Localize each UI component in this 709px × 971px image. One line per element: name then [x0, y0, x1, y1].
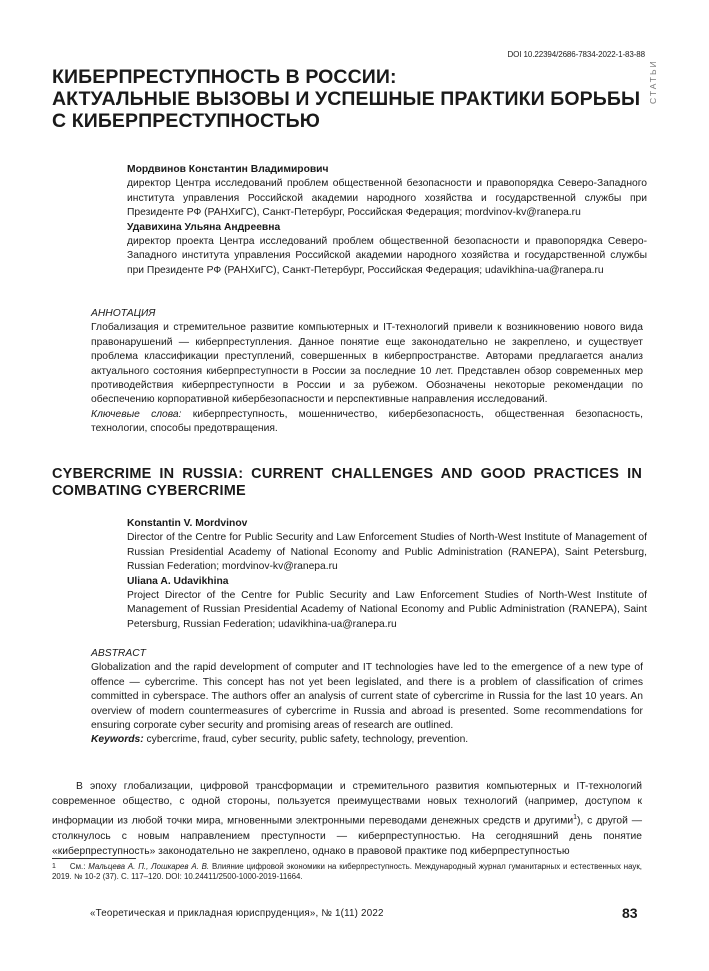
section-label: СТАТЬИ: [648, 59, 658, 104]
keywords-text: cybercrime, fraud, cyber security, public safety, technology, prevention.: [143, 734, 469, 746]
authors-en: [127, 517, 647, 632]
abstract-text: Глобализация и стремительное развитие компьютерных и IT-технологий привели к возникновению нового вида правонарушений — киберпреступления. Данное понятие еще законодательно не закреплено, и существует проблема классификации преступлений, совершенных в киберпространстве. Авторами предлагается анализ актуального состояния киберпреступности в России за последние 10 лет. Представлен обзор современных мер противодействия киберпреступности в России и за рубежом. Обозначены некоторые рекомендации по обеспечению корпоративной кибербезопасности и перспективные направления исследований.: [91, 322, 643, 406]
abstract-label: АННОТАЦИЯ: [91, 308, 156, 319]
author-affiliation: директор проекта Центра исследований проблем общественной безопасности и правопорядка Северо-Западного института управления Российской академии народного хозяйства и государственной службы при Президенте РФ (РАНХиГС), Санкт-Петербург, Российская Федерация; udavikhina-ua@ranepa.ru: [127, 236, 647, 276]
body-paragraph: [52, 779, 642, 859]
keywords-ru: [91, 408, 643, 437]
journal-footer: «Теоретическая и прикладная юриспруденция», № 1(11) 2022: [90, 908, 384, 919]
page-number: 83: [622, 905, 638, 921]
keywords-label: Ключевые слова:: [91, 408, 182, 420]
abstract-ru: [91, 307, 643, 437]
footnote-number: 1: [52, 863, 56, 870]
author-affiliation: директор Центра исследований проблем общественной безопасности и правопорядка Северо-Западного института управления Российской академии народного хозяйства и государственной службы при Президенте РФ (РАНХиГС), Санкт-Петербург, Российская Федерация; mordvinov-kv@ranepa.ru: [127, 178, 647, 219]
footnote-ref[interactable]: 1: [573, 813, 577, 821]
author-affiliation: Project Director of the Centre for Public Security and Law Enforcement Studies of North-West Institute of Management of Russian Presidential Academy of National Economy and Public Administration (RANEPA), Saint Petersburg, Russian Federation; udavikhina-ua@ranepa.ru: [127, 590, 647, 630]
authors-ru: [127, 163, 647, 278]
author-name: Удавихина Ульяна Андреевна: [127, 221, 281, 233]
author-affiliation: Director of the Centre for Public Security and Law Enforcement Studies of North-West Institute of Management of Russian Presidential Academy of National Economy and Public Administration (RANEPA), Saint Petersburg, Russian Federation; mordvinov-kv@ranepa.ru: [127, 532, 647, 573]
body-text-part: В эпоху глобализации, цифровой трансформации и стремительного развития компьютерных и IT-технологий современное общество, с одной стороны, пользуется преимуществами новых технологий (например, доступом к информации из любой точки мира, мгновенными электронными переводами денежных средств и другими: [52, 781, 642, 827]
author-name: Мордвинов Константин Владимирович: [127, 164, 329, 175]
footnote-text: Влияние цифровой экономики на киберпреступность. Международный журнал гуманитарных и естественных наук, 2019. № 10-2 (37). С. 117–120. DOI: 10.24411/2500-1000-2019-11664.: [52, 862, 642, 881]
title-line: КИБЕРПРЕСТУПНОСТЬ В РОССИИ:: [52, 66, 397, 88]
footnote-authors: Мальцева А. П., Лошкарев А. В.: [88, 862, 210, 871]
author-name: Konstantin V. Mordvinov: [127, 518, 248, 529]
abstract-text: Globalization and the rapid development of computer and IT technologies have led to the emergence of a new type of offence — cybercrime. This concept has not yet been legislated, and there is a problem of classification of crimes committed in cyberspace. The authors offer an analysis of current state of cybercrime in Russia for the last 10 years. An overview of modern countermeasures of cybercrime in Russia and abroad is presented. Some recommendations for ensuring corporate cyber security and promising areas of research are outlined.: [91, 662, 643, 732]
author-name: Uliana A. Udavikhina: [127, 575, 229, 587]
article-title-ru: [52, 66, 642, 132]
article-title-en: CYBERCRIME IN RUSSIA: CURRENT CHALLENGES AND GOOD PRACTICES IN COMBATING CYBERCRIME: [52, 466, 642, 499]
abstract-en: [91, 647, 643, 748]
footnote-prefix: См.:: [69, 862, 89, 871]
footnote: [52, 862, 642, 882]
title-line: АКТУАЛЬНЫЕ ВЫЗОВЫ И УСПЕШНЫЕ ПРАКТИКИ БОРЬБЫ: [52, 88, 641, 110]
title-line: С КИБЕРПРЕСТУПНОСТЬЮ: [52, 110, 321, 132]
keywords-text: киберпреступность, мошенничество, кибербезопасность, общественная безопасность, технологии, способы предотвращения.: [91, 408, 643, 435]
abstract-label: ABSTRACT: [91, 648, 146, 659]
keywords-label: Keywords:: [91, 734, 144, 746]
keywords-en: [91, 733, 643, 747]
doi-label: DOI 10.22394/2686-7834-2022-1-83-88: [507, 50, 645, 59]
footnote-divider: [52, 858, 136, 859]
body-text-part: ), с другой — столкнулось с новым направлением преступности — киберпреступностью. На сегодняшний день понятие «киберпреступность» законодательно не закреплено, однако в правовой практике под киберпреступностью: [52, 815, 642, 858]
